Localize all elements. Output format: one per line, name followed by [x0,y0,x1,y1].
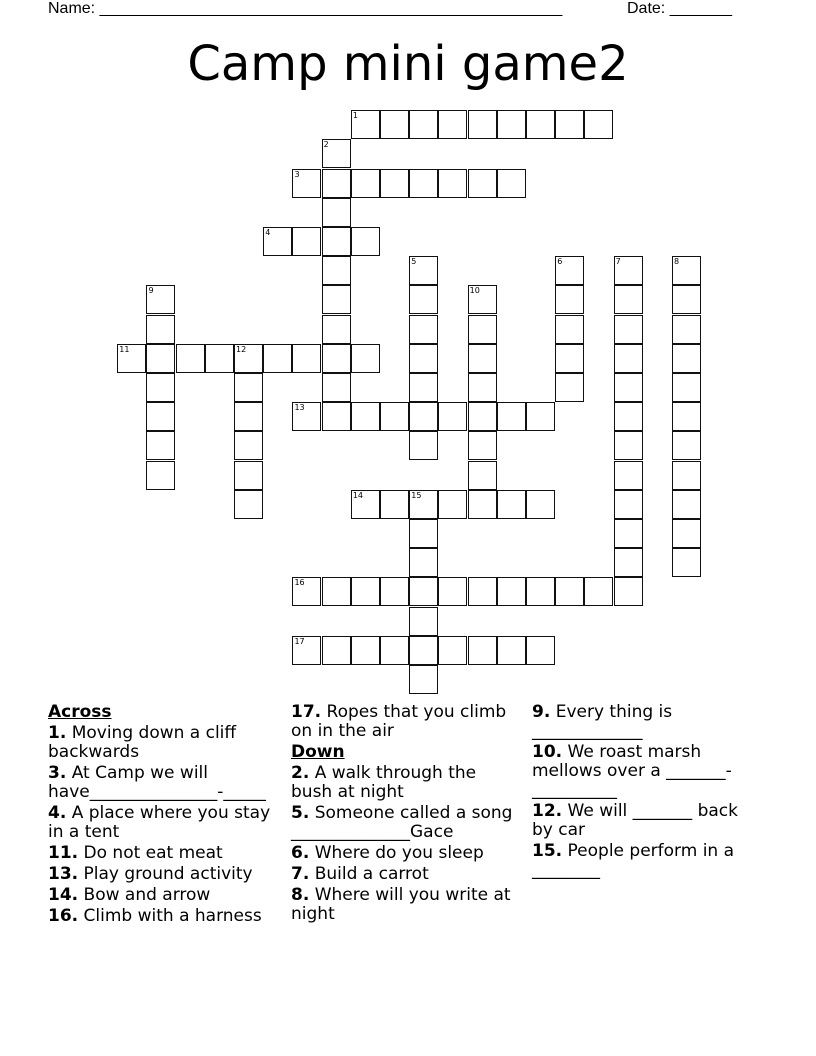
grid-cell[interactable] [555,577,584,606]
clue-across-14: 14. Bow and arrow [48,885,211,905]
grid-cell[interactable] [351,402,380,431]
clue-down-6: 6. Where do you sleep [291,843,484,863]
clue-across-17: 17. Ropes that you climb on in the air [291,702,507,741]
grid-cell[interactable] [526,636,555,665]
cell-number: 17 [294,636,305,646]
clue-down-15: 15. People perform in a ________ [532,841,735,880]
grid-cell[interactable] [380,636,409,665]
clue-across-3: 3. At Camp we will have_______________-_____ [48,763,266,802]
grid-cell[interactable] [322,198,351,227]
clues-column-2 [291,703,519,926]
grid-cell[interactable] [234,402,263,431]
grid-cell[interactable] [234,373,263,402]
grid-cell[interactable] [322,636,351,665]
grid-cell[interactable] [322,227,351,256]
grid-cell[interactable] [497,110,526,139]
grid-cell[interactable] [322,402,351,431]
grid-cell[interactable] [292,577,321,606]
grid-cell[interactable] [526,402,555,431]
grid-cell[interactable] [468,636,497,665]
grid-cell[interactable] [263,344,292,373]
grid-cell[interactable] [292,169,321,198]
grid-cell[interactable] [351,169,380,198]
grid-cell[interactable] [497,490,526,519]
grid-cell[interactable] [322,285,351,314]
grid-cell[interactable] [292,402,321,431]
grid-cell[interactable] [672,548,701,577]
clue-across-1: 1. Moving down a cliff backwards [48,723,237,762]
cell-number: 6 [557,257,563,267]
cell-number: 14 [352,490,364,500]
grid-cell[interactable] [672,373,701,402]
grid-cell[interactable] [409,431,438,460]
clue-down-10: 10. We roast marsh mellows over a _______-__________ [532,742,732,800]
grid-cell[interactable] [117,344,146,373]
page-title: Camp mini game2 [187,36,629,92]
grid-cell[interactable] [409,169,438,198]
cell-number: 10 [469,286,480,296]
grid-cell[interactable] [468,344,497,373]
clues-column-3 [532,703,762,882]
grid-cell[interactable] [351,636,380,665]
grid-cell[interactable] [614,402,643,431]
grid-cell[interactable] [322,344,351,373]
grid-cell[interactable] [380,169,409,198]
grid-cell[interactable] [322,315,351,344]
cell-number: 16 [294,578,305,588]
cell-number: 8 [674,257,680,267]
grid-cell[interactable] [468,431,497,460]
grid-cell[interactable] [292,227,321,256]
grid-cell[interactable] [146,373,175,402]
grid-cell[interactable] [146,461,175,490]
cell-number: 1 [352,111,358,121]
grid-cell[interactable] [380,110,409,139]
grid-cell[interactable] [672,490,701,519]
clue-down-12: 12. We will _______ back by car [532,801,738,840]
grid-cell[interactable] [614,285,643,314]
clue-across-13: 13. Play ground activity [48,864,253,884]
grid-cell[interactable] [409,665,438,694]
grid-cell[interactable] [614,315,643,344]
grid-cell[interactable] [409,636,438,665]
grid-cell[interactable] [409,373,438,402]
grid-cell[interactable] [351,577,380,606]
clue-down-2: 2. A walk through the bush at night [291,763,477,802]
grid-cell[interactable] [614,577,643,606]
grid-cell[interactable] [146,285,175,314]
grid-cell[interactable] [555,373,584,402]
grid-cell[interactable] [438,636,467,665]
grid-cell[interactable] [555,344,584,373]
grid-cell[interactable] [438,490,467,519]
across-heading: Across [48,702,112,722]
grid-cell[interactable] [497,169,526,198]
grid-cell[interactable] [468,402,497,431]
grid-cell[interactable] [672,285,701,314]
grid-cell[interactable] [468,461,497,490]
grid-cell[interactable] [672,402,701,431]
grid-cell[interactable] [322,256,351,285]
grid-cell[interactable] [146,431,175,460]
name-field: Name: ____________________________________________________ [48,0,563,17]
grid-cell[interactable] [614,256,643,285]
cell-number: 15 [411,490,422,500]
grid-cell[interactable] [409,607,438,636]
grid-cell[interactable] [672,256,701,285]
grid-cell[interactable] [555,256,584,285]
cell-number: 9 [148,286,154,296]
grid-cell[interactable] [526,110,555,139]
grid-cell[interactable] [409,256,438,285]
grid-cell[interactable] [234,461,263,490]
grid-cell[interactable] [263,227,292,256]
grid-cell[interactable] [614,519,643,548]
grid-cell[interactable] [146,315,175,344]
grid-cell[interactable] [409,577,438,606]
grid-cell[interactable] [146,402,175,431]
grid-cell[interactable] [322,139,351,168]
grid-cell[interactable] [438,402,467,431]
grid-cell[interactable] [468,490,497,519]
grid-cell[interactable] [205,344,234,373]
grid-cell[interactable] [322,373,351,402]
cell-number: 4 [265,228,271,238]
clues-column-1 [48,703,288,928]
grid-cell[interactable] [468,577,497,606]
clue-across-4: 4. A place where you stay in a tent [48,803,271,842]
grid-cell[interactable] [351,344,380,373]
date-field: Date: _______ [627,0,732,17]
grid-cell[interactable] [614,373,643,402]
grid-cell[interactable] [614,548,643,577]
grid-cell[interactable] [438,110,467,139]
grid-cell[interactable] [468,285,497,314]
grid-cell[interactable] [176,344,205,373]
grid-cell[interactable] [438,577,467,606]
grid-cell[interactable] [497,636,526,665]
grid-cell[interactable] [380,490,409,519]
cell-number: 3 [294,169,300,179]
grid-cell[interactable] [234,431,263,460]
cell-number: 13 [294,403,305,413]
grid-cell[interactable] [380,577,409,606]
cell-number: 12 [236,344,247,354]
cell-number: 5 [411,257,417,267]
grid-cell[interactable] [351,490,380,519]
grid-cell[interactable] [322,169,351,198]
grid-cell[interactable] [234,490,263,519]
grid-cell[interactable] [672,315,701,344]
grid-cell[interactable] [234,344,263,373]
grid-cell[interactable] [614,344,643,373]
grid-cell[interactable] [672,461,701,490]
clue-across-16: 16. Climb with a harness [48,906,262,926]
grid-cell[interactable] [526,490,555,519]
grid-cell[interactable] [146,344,175,373]
grid-cell[interactable] [672,344,701,373]
grid-cell[interactable] [292,344,321,373]
grid-cell[interactable] [409,110,438,139]
grid-cell[interactable] [555,285,584,314]
grid-cell[interactable] [555,110,584,139]
grid-cell[interactable] [409,490,438,519]
grid-cell[interactable] [292,636,321,665]
grid-cell[interactable] [468,315,497,344]
grid-cell[interactable] [409,548,438,577]
grid-cell[interactable] [468,110,497,139]
clue-across-11: 11. Do not eat meat [48,843,223,863]
grid-cell[interactable] [351,227,380,256]
cell-number: 2 [323,140,329,150]
grid-cell[interactable] [468,373,497,402]
grid-cell[interactable] [438,169,467,198]
grid-cell[interactable] [497,402,526,431]
grid-cell[interactable] [409,344,438,373]
grid-cell[interactable] [380,402,409,431]
grid-cell[interactable] [497,577,526,606]
grid-cell[interactable] [322,577,351,606]
grid-cell[interactable] [614,490,643,519]
grid-cell[interactable] [409,402,438,431]
grid-cell[interactable] [468,169,497,198]
grid-cell[interactable] [584,110,613,139]
grid-cell[interactable] [672,519,701,548]
clue-down-5: 5. Someone called a song ______________Gace [291,803,513,842]
grid-cell[interactable] [555,315,584,344]
down-heading: Down [291,742,345,762]
grid-cell[interactable] [614,461,643,490]
grid-cell[interactable] [526,577,555,606]
grid-cell[interactable] [409,315,438,344]
grid-cell[interactable] [351,110,380,139]
clue-down-9: 9. Every thing is _____________ [532,702,673,741]
cell-number: 11 [119,344,130,354]
clue-down-7: 7. Build a carrot [291,864,429,884]
clue-down-8: 8. Where will you write at night [291,885,511,924]
grid-cell[interactable] [614,431,643,460]
grid-cell[interactable] [409,519,438,548]
grid-cell[interactable] [584,577,613,606]
grid-cell[interactable] [672,431,701,460]
cell-number: 7 [615,257,621,267]
grid-cell[interactable] [409,285,438,314]
